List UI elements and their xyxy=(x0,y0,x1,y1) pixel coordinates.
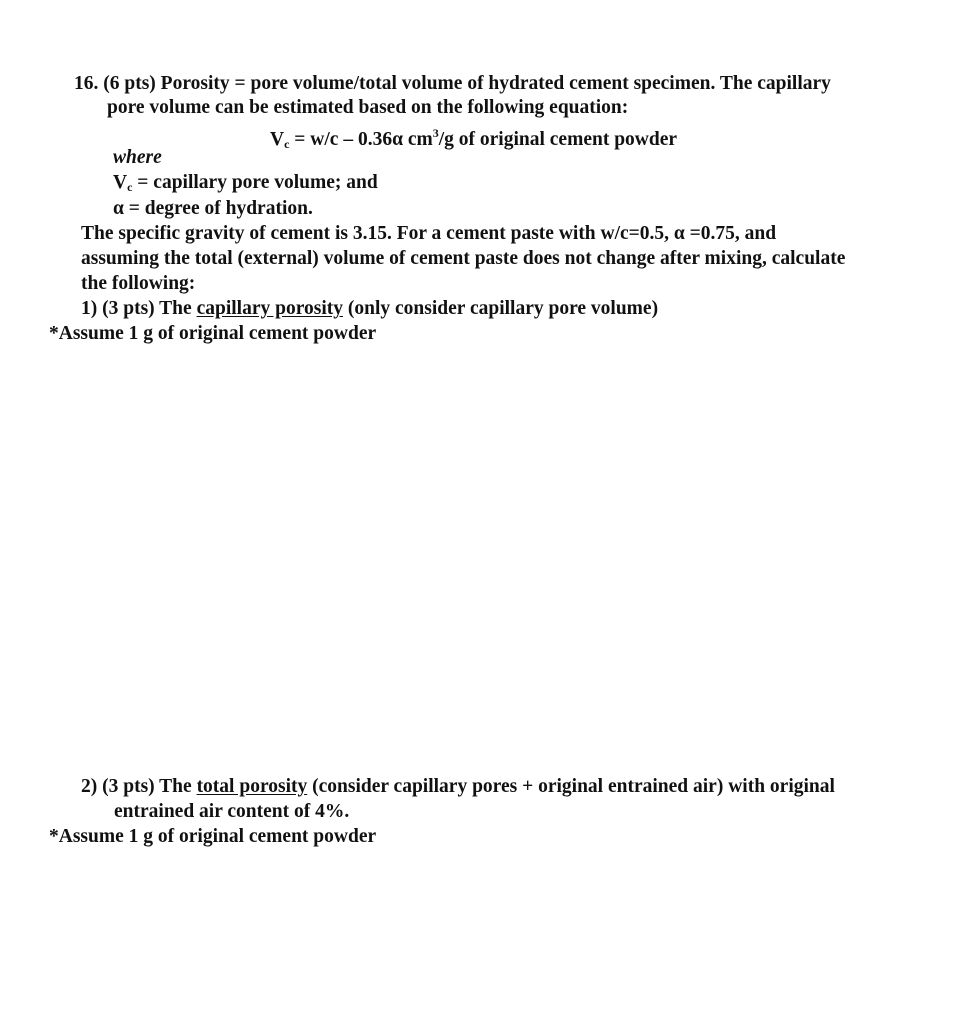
part-2-line-2: entrained air content of 4%. xyxy=(114,801,350,822)
part-2-term: total porosity xyxy=(196,776,308,797)
body-line-3: the following: xyxy=(81,273,196,294)
part-2-note: *Assume 1 g of original cement powder xyxy=(49,826,377,847)
problem-header-line-1: 16. (6 pts) Porosity = pore volume/total volume of hydrated cement specimen. The capillary xyxy=(74,73,831,94)
part-1-question xyxy=(81,297,658,321)
part-1-suffix: (only consider capillary pore volume) xyxy=(343,298,659,319)
part-1-note: *Assume 1 g of original cement powder xyxy=(49,323,377,344)
definition-vc-symbol: V xyxy=(113,172,128,193)
equation-tail: /g of original cement powder xyxy=(438,129,678,150)
definition-vc-text: = capillary pore volume; and xyxy=(132,172,378,193)
where-label: where xyxy=(113,147,162,168)
definition-alpha: α = degree of hydration. xyxy=(113,198,313,219)
part-2-suffix: (consider capillary pores + original entrained air) with original xyxy=(307,776,835,797)
equation-exponent: 3 xyxy=(432,126,439,140)
equation-symbol: V xyxy=(270,129,285,150)
part-1-term: capillary porosity xyxy=(196,298,343,319)
part-1-prefix: 1) (3 pts) The xyxy=(81,298,197,319)
capillary-pore-equation xyxy=(270,121,677,156)
part-2-prefix: 2) (3 pts) The xyxy=(81,776,197,797)
definition-vc-subscript: c xyxy=(127,180,133,194)
problem-header-line-2: pore volume can be estimated based on the following equation: xyxy=(107,97,629,118)
part-2-question xyxy=(81,775,835,799)
body-line-2: assuming the total (external) volume of cement paste does not change after mixing, calculate xyxy=(81,248,846,269)
equation-subscript: c xyxy=(284,137,290,151)
body-line-1: The specific gravity of cement is 3.15. For a cement paste with w/c=0.5, α =0.75, and xyxy=(81,223,777,244)
definition-vc xyxy=(113,171,378,199)
equation-rhs: = w/c – 0.36α cm xyxy=(289,129,433,150)
